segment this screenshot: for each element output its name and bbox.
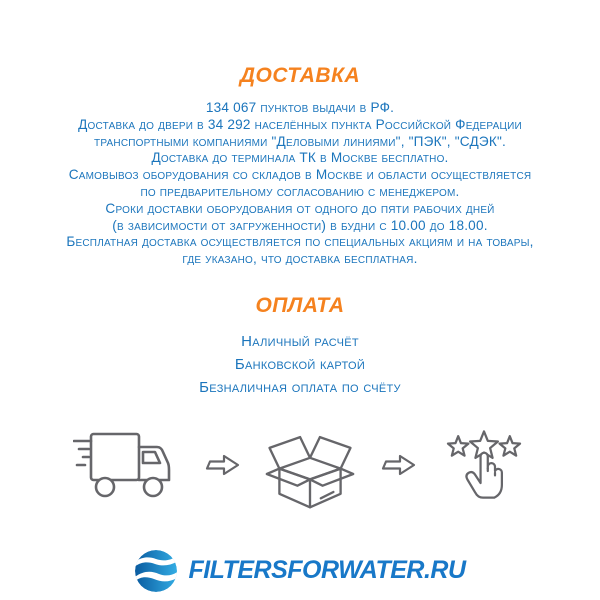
arrow-right-icon xyxy=(379,452,417,478)
payment-section-title: ОПЛАТА xyxy=(255,293,345,317)
payment-method-item: Безналичная оплата по счёту xyxy=(199,378,401,396)
delivery-text-line: Доставка до двери в 34 292 населённых пункта Российской Федерации xyxy=(78,116,522,132)
delivery-text-line: 134 067 пунктов выдачи в РФ. xyxy=(205,100,395,115)
delivery-text-line: Самовывоз оборудования со складов в Москве и области осуществляется xyxy=(68,167,532,183)
brand-name: FILTERSFORWATER.RU xyxy=(188,556,466,585)
payment-method-item: Наличный расчёт xyxy=(241,332,359,350)
delivery-truck-icon xyxy=(73,427,179,503)
delivery-text-line: Бесплатная доставка осуществляется по специальных акциям и на товары, xyxy=(66,234,534,250)
delivery-text-line: где указано, что доставка бесплатная. xyxy=(182,251,418,267)
order-process-icons xyxy=(0,421,600,509)
water-wave-circle-icon xyxy=(134,549,178,593)
open-box-icon xyxy=(265,420,355,510)
delivery-text-line: Доставка до терминала ТК в Москве бесплатно. xyxy=(151,150,449,166)
delivery-section-title: ДОСТАВКА xyxy=(239,64,361,87)
delivery-text-line: (в зависимости от загруженности) в будни с 10.00 до 18.00. xyxy=(112,217,488,233)
delivery-text-line: транспортными компаниями "Деловыми линиями", "ПЭК", "СДЭК". xyxy=(94,133,506,149)
payment-methods-list xyxy=(0,330,600,399)
delivery-text-line: по предварительному согласованию с менеджером. xyxy=(140,183,460,199)
rating-stars-hand-icon xyxy=(441,419,527,511)
payment-method-item: Банковской картой xyxy=(234,355,366,373)
brand-footer xyxy=(0,549,600,593)
delivery-text-line: Сроки доставки оборудования от одного до пяти рабочих дней xyxy=(105,200,495,216)
arrow-right-icon xyxy=(203,452,241,478)
delivery-text-block xyxy=(0,100,600,268)
